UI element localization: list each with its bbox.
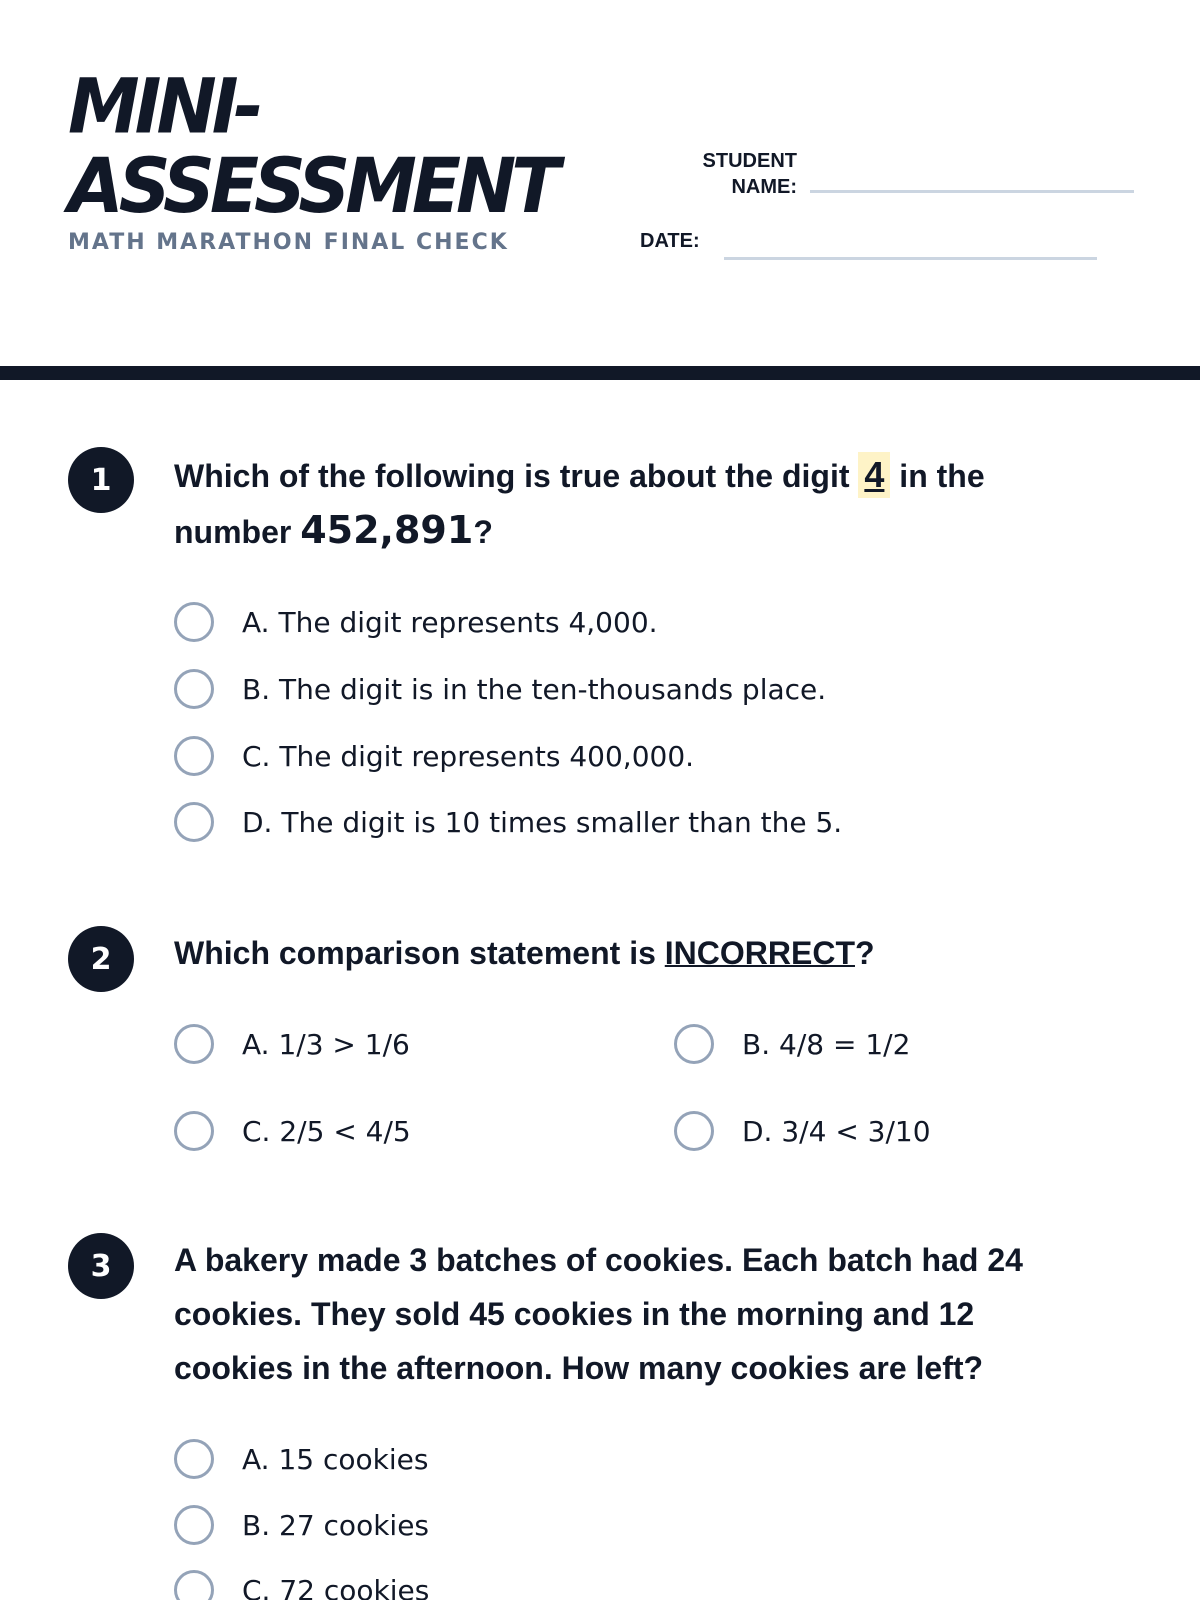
student-name-label <box>640 148 797 200</box>
date-label: DATE: <box>640 230 700 252</box>
option-label: B. 4/8 = 1/2 <box>742 1027 911 1061</box>
radio-button[interactable] <box>174 1439 214 1479</box>
radio-button[interactable] <box>174 736 214 776</box>
question-2-option-d[interactable] <box>674 1111 931 1151</box>
question-1-number: 452,891 <box>300 508 474 552</box>
question-1-text-part-2: in the number <box>174 458 985 550</box>
question-2-option-a[interactable] <box>174 1024 410 1064</box>
title-line-1: MINI- <box>68 62 259 151</box>
highlighted-digit: 4 <box>858 452 890 498</box>
option-label: B. The digit is in the ten-thousands place. <box>242 672 827 706</box>
radio-button[interactable] <box>174 669 214 709</box>
question-1-option-a[interactable] <box>174 602 658 642</box>
option-label: A. The digit represents 4,000. <box>242 605 658 639</box>
question-3-option-a[interactable] <box>174 1439 428 1479</box>
question-1-text-part-1: Which of the following is true about the digit <box>174 458 859 494</box>
question-number-badge: 1 <box>68 447 134 513</box>
radio-button[interactable] <box>174 1570 214 1600</box>
question-2-text-part-1: Which comparison statement is <box>174 935 665 971</box>
radio-button[interactable] <box>174 1111 214 1151</box>
student-name-field[interactable] <box>810 190 1134 193</box>
question-1-text <box>174 449 1104 559</box>
question-number-badge: 2 <box>68 926 134 992</box>
student-name-label-line-2: NAME: <box>731 176 797 198</box>
radio-button[interactable] <box>174 802 214 842</box>
option-label: D. 3/4 < 3/10 <box>742 1114 931 1148</box>
question-3-option-b[interactable] <box>174 1505 429 1545</box>
date-field[interactable] <box>724 257 1097 260</box>
header-divider <box>0 366 1200 380</box>
radio-button[interactable] <box>674 1024 714 1064</box>
question-2-option-b[interactable] <box>674 1024 910 1064</box>
option-label: D. The digit is 10 times smaller than the 5. <box>242 805 843 839</box>
option-label: C. The digit represents 400,000. <box>242 739 695 773</box>
question-2-emphasis: INCORRECT <box>664 935 855 971</box>
option-label: A. 15 cookies <box>242 1442 429 1476</box>
question-number-badge: 3 <box>68 1233 134 1299</box>
radio-button[interactable] <box>174 1024 214 1064</box>
question-2-text <box>174 926 1104 980</box>
question-1-option-c[interactable] <box>174 736 694 776</box>
page-title <box>68 62 556 230</box>
option-label: C. 2/5 < 4/5 <box>242 1114 411 1148</box>
question-1-option-d[interactable] <box>174 802 842 842</box>
question-2-option-c[interactable] <box>174 1111 411 1151</box>
student-name-label-line-1: STUDENT <box>702 150 797 172</box>
radio-button[interactable] <box>674 1111 714 1151</box>
question-3-option-c[interactable] <box>174 1570 429 1600</box>
radio-button[interactable] <box>174 1505 214 1545</box>
radio-button[interactable] <box>174 602 214 642</box>
option-label: C. 72 cookies <box>242 1573 430 1600</box>
page-subtitle: MATH MARATHON FINAL CHECK <box>68 230 509 255</box>
option-label: B. 27 cookies <box>242 1508 430 1542</box>
question-1-option-b[interactable] <box>174 669 826 709</box>
question-2-text-part-2: ? <box>854 935 875 971</box>
option-label: A. 1/3 > 1/6 <box>242 1027 410 1061</box>
title-line-2: ASSESSMENT <box>68 141 556 230</box>
question-3-text: A bakery made 3 batches of cookies. Each batch had 24 cookies. They sold 45 cookies in the morning and 12 cookies in the afternoon. How many cookies are left? <box>174 1242 1023 1386</box>
question-1-text-part-3: ? <box>473 514 493 550</box>
